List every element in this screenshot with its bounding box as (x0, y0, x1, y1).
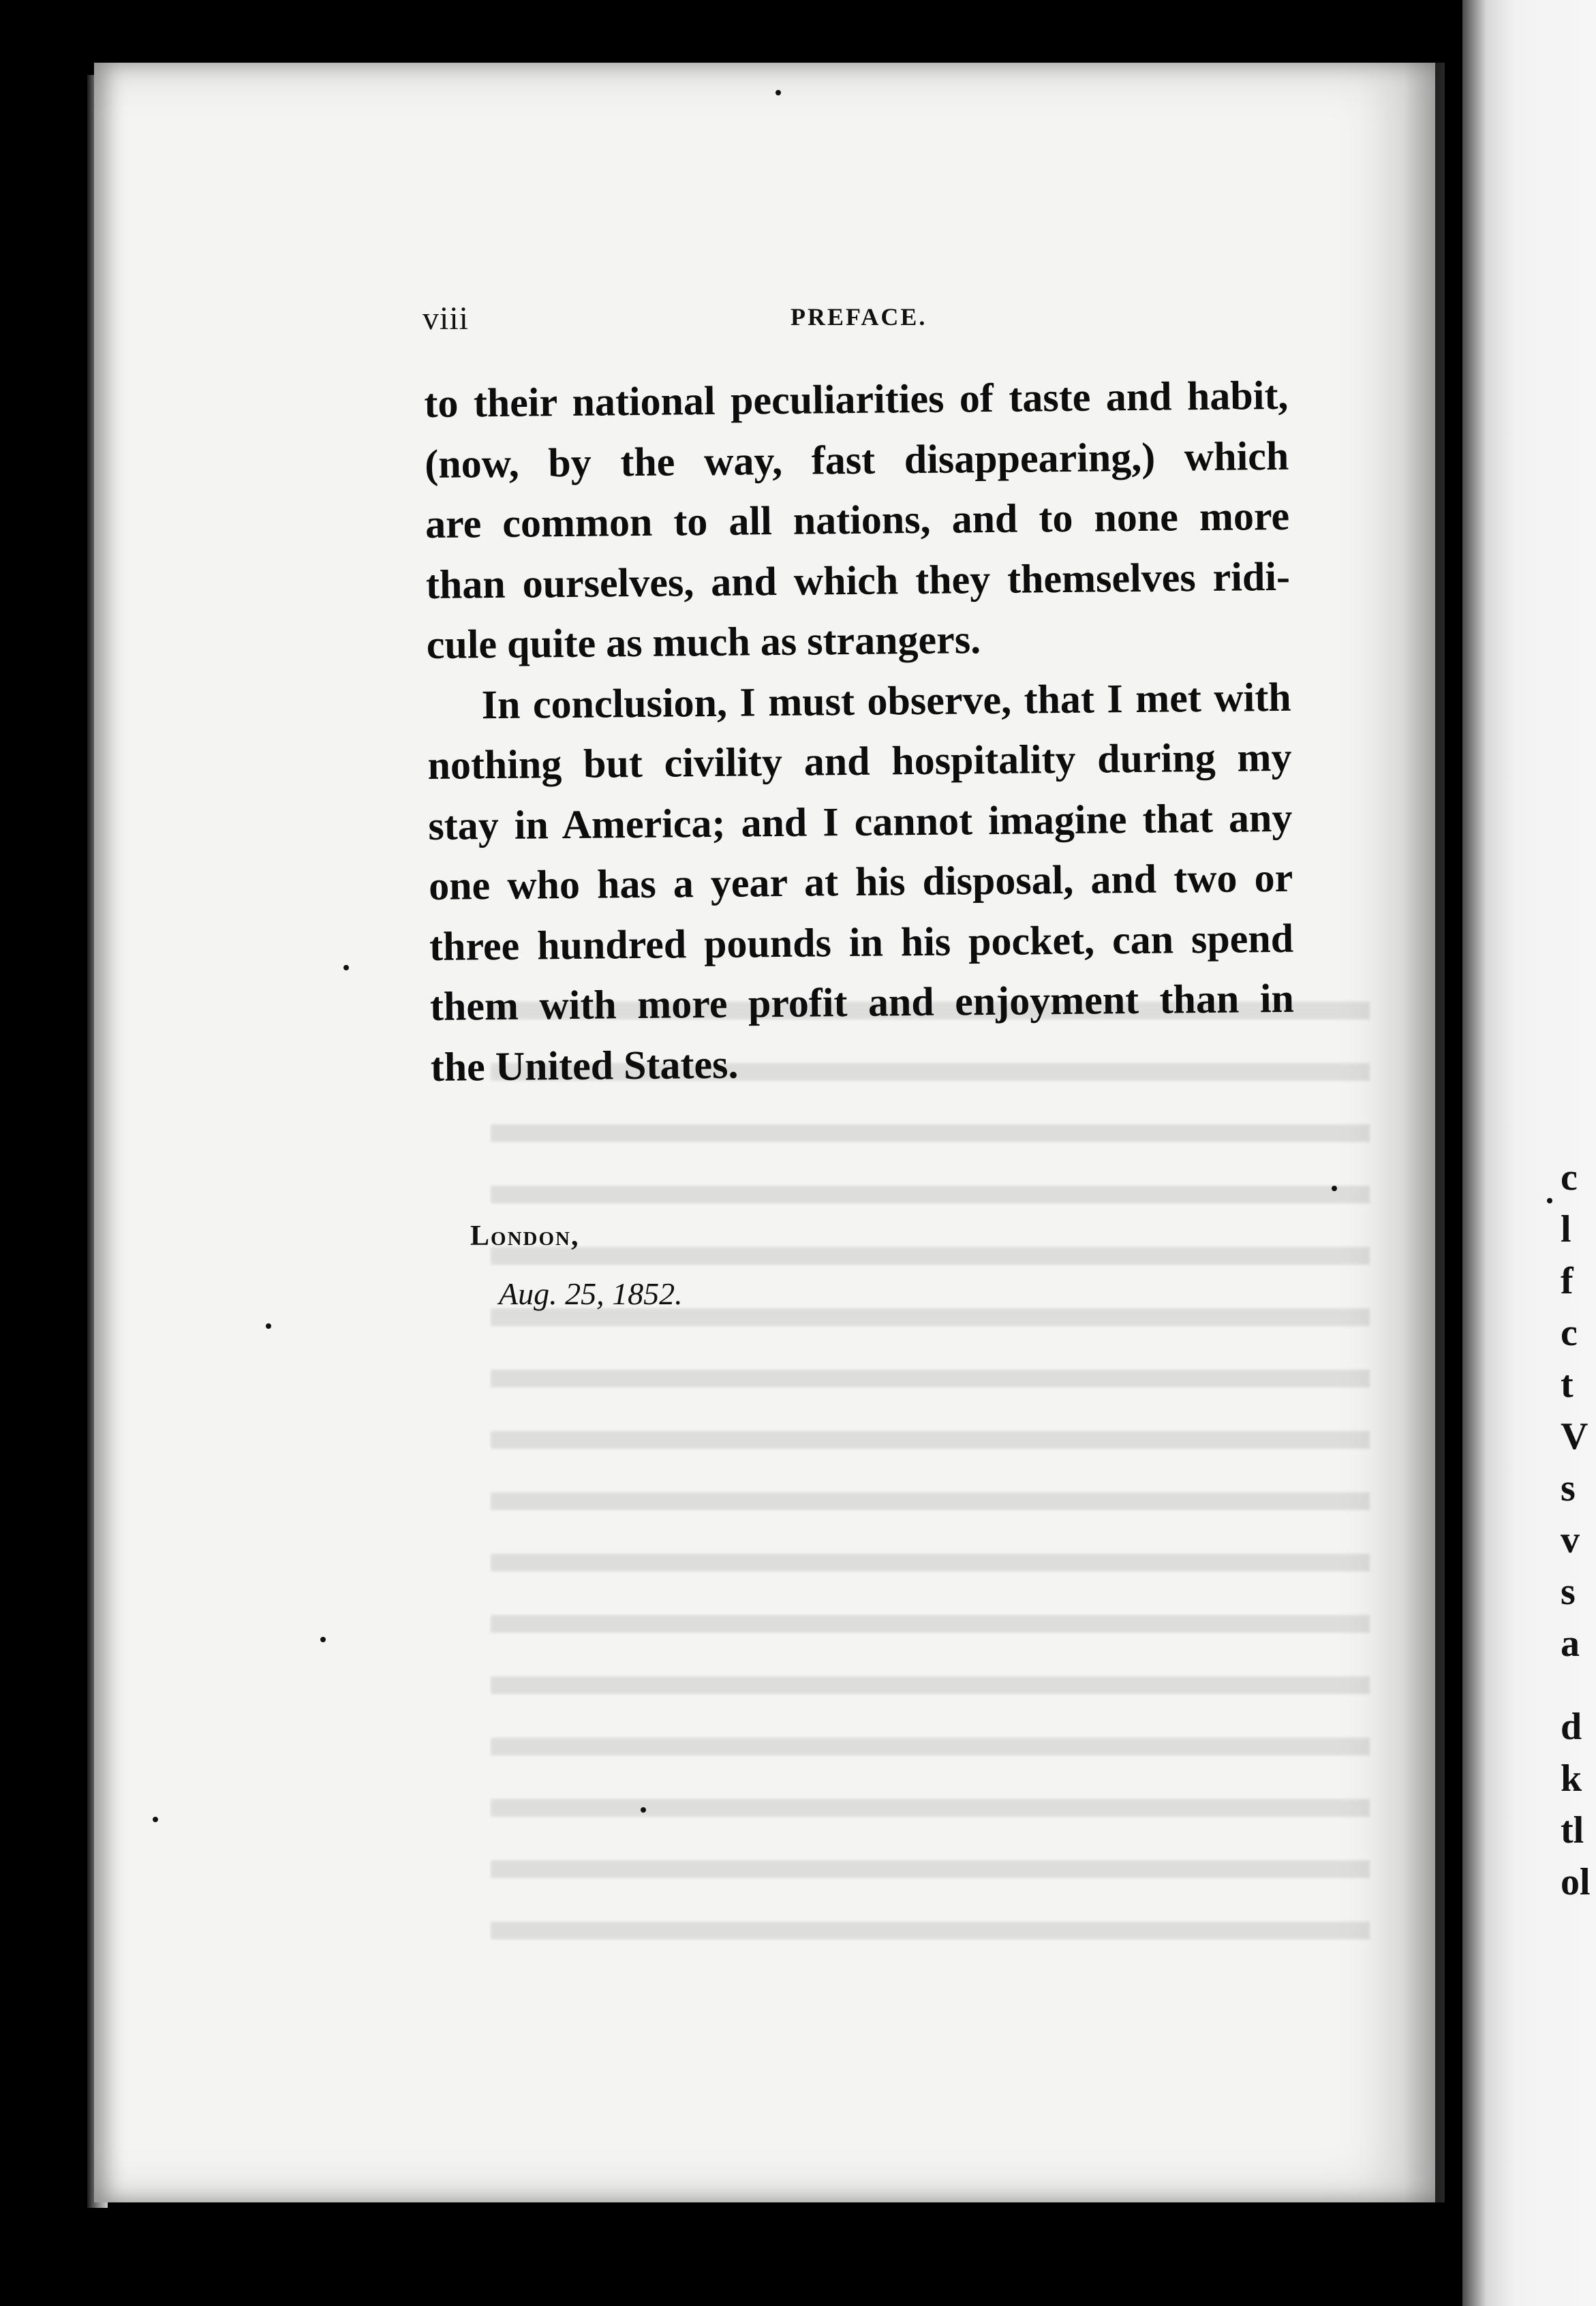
ink-speck (1547, 1198, 1552, 1203)
fragment-letter: s (1561, 1467, 1576, 1509)
gutter-shadow (1404, 63, 1445, 2202)
fragment-letter: t (1561, 1364, 1574, 1406)
fragment-letter: c (1561, 1156, 1578, 1199)
text-line: stay in America; and I cannot imagine that any (428, 795, 1293, 848)
fragment-letter: d (1561, 1706, 1582, 1748)
ink-speck (153, 1817, 158, 1822)
text-line: than ourselves, and which they themselves ridi- (425, 553, 1291, 607)
fragment-letter: l (1561, 1208, 1571, 1250)
preface-body (424, 365, 1295, 1097)
ink-speck (343, 965, 349, 970)
text-line: three hundred pounds in his pocket, can spend (429, 915, 1294, 969)
ink-speck (266, 1323, 271, 1329)
text-line: them with more profit and enjoyment than in (429, 975, 1295, 1029)
running-head (423, 300, 1302, 341)
text-line: are common to all nations, and to none more (425, 493, 1290, 547)
fragment-letter: tl (1561, 1809, 1584, 1851)
show-through-text (491, 1002, 1370, 1969)
text-line: the United States. (430, 1041, 739, 1090)
running-title: PREFACE. (791, 303, 927, 330)
text-line: (now, by the way, fast disappearing,) which (424, 433, 1289, 487)
fragment-letter: k (1561, 1757, 1582, 1800)
fragment-letter: a (1561, 1623, 1580, 1665)
facing-page-fragments (1561, 1152, 1596, 1908)
fragment-letter: c (1561, 1312, 1578, 1354)
text-line: to their national peculiarities of taste and habit, (424, 372, 1289, 426)
ink-speck (1332, 1186, 1337, 1191)
page-number: viii (423, 301, 470, 337)
fragment-letter: ol (1561, 1861, 1591, 1903)
ink-speck (320, 1637, 326, 1642)
signoff-date: Aug. 25, 1852. (499, 1276, 683, 1311)
signoff-place: London, (470, 1220, 580, 1252)
text-line: cule quite as much as strangers. (426, 617, 981, 667)
ink-speck (641, 1807, 646, 1813)
fragment-letter: V (1561, 1415, 1589, 1458)
fragment-letter: f (1561, 1260, 1574, 1302)
text-line: nothing but civility and hospitality during my (427, 734, 1292, 788)
ink-speck (776, 90, 781, 95)
signoff (470, 1220, 683, 1312)
fragment-letter: v (1561, 1519, 1580, 1561)
text-line: one who has a year at his disposal, and two or (428, 855, 1293, 908)
fragment-letter: s (1561, 1571, 1576, 1613)
paragraph-start-line: In conclusion, I must observe, that I met with (481, 674, 1291, 727)
